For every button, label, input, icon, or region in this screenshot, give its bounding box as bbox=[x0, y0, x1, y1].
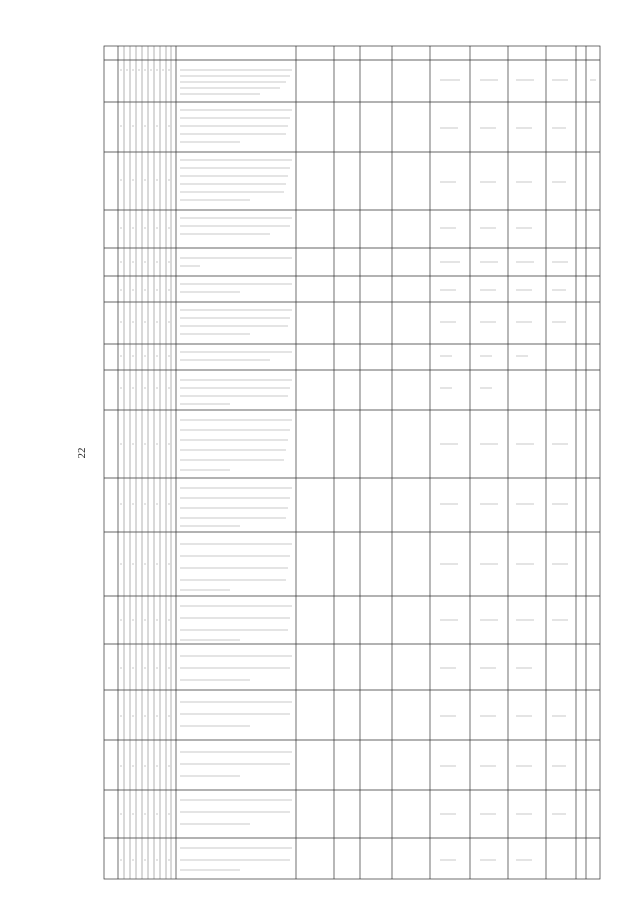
row-rules bbox=[104, 60, 600, 838]
column-rules bbox=[118, 46, 586, 879]
table-frame bbox=[104, 46, 600, 879]
value-marks bbox=[440, 80, 596, 860]
page-number: 22 bbox=[76, 447, 88, 459]
code-grid bbox=[124, 46, 171, 879]
code-digit-marks bbox=[120, 70, 170, 860]
description-text-lines bbox=[180, 70, 292, 870]
